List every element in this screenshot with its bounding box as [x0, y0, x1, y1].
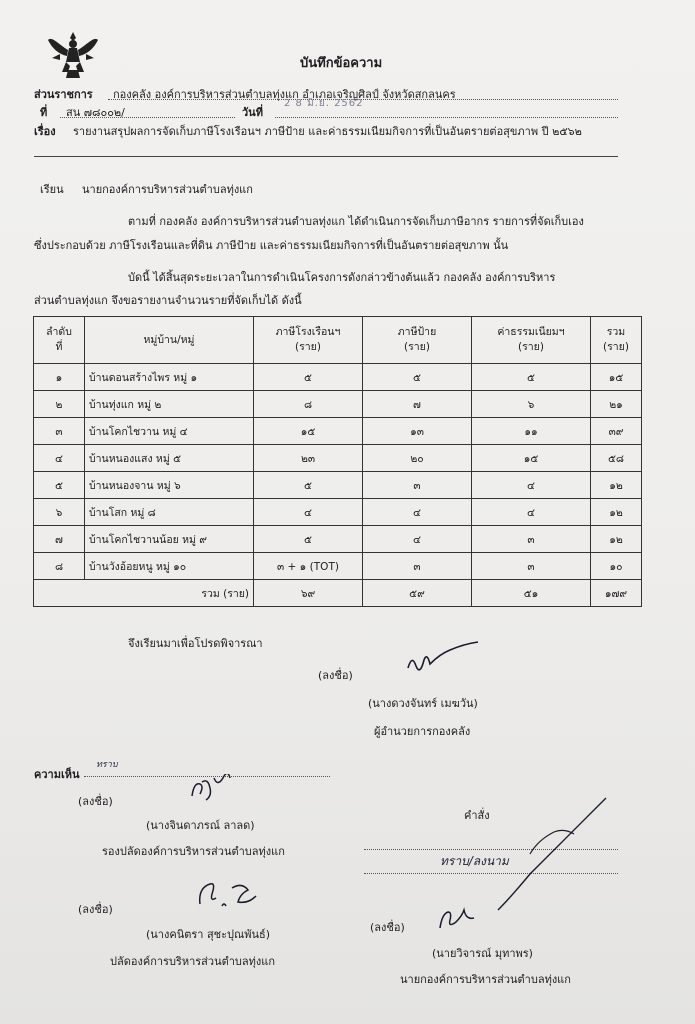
tax-summary-table [33, 316, 642, 607]
opinion-label: ความเห็น [34, 768, 80, 781]
sign2-position: รองปลัดองค์การบริหารส่วนตำบลทุ่งแก [102, 845, 285, 858]
table-row: ๑ บ้านดอนสร้างไพร หมู่ ๑ ๕ ๕ ๕ ๑๕ [34, 364, 642, 391]
header-total: รวม (ราย) [591, 317, 642, 364]
header-sign-tax: ภาษีป้าย (ราย) [363, 317, 472, 364]
table-row: ๒ บ้านทุ่งแก หมู่ ๒ ๘ ๗ ๖ ๒๑ [34, 391, 642, 418]
subject-value: รายงานสรุปผลการจัดเก็บภาษีโรงเรือนฯ ภาษีป้าย และค่าธรรมเนียมกิจการที่เป็นอันตรายต่อสุขภาพ ปี ๒๕๖๒ [73, 125, 582, 138]
ref-label: ที่ [40, 106, 48, 119]
order-label: คำสั่ง [464, 809, 490, 822]
ref-value: สน ๗๘๐๐๒/ [66, 106, 125, 119]
sign2-label: (ลงชื่อ) [78, 795, 113, 808]
sign3-name: (นางคนิตรา สุชะปุณพันธ์) [146, 928, 271, 941]
sign3-label: (ลงชื่อ) [78, 903, 113, 916]
signature-2-icon [186, 774, 236, 804]
para1-line2: ซึ่งประกอบด้วย ภาษีโรงเรือนและที่ดิน ภาษีป้าย และค่าธรรมเนียมกิจการที่เป็นอันตรายต่อสุขภาพ นั้น [34, 239, 509, 252]
garuda-emblem-icon [46, 30, 100, 80]
header-village: หมู่บ้าน/หมู่ [85, 317, 254, 364]
agency-label: ส่วนราชการ [34, 88, 93, 101]
signature-3-icon [192, 878, 262, 912]
table-row: ๗ บ้านโคกไชวานน้อย หมู่ ๙ ๕ ๔ ๓ ๑๒ [34, 526, 642, 553]
header-fee: ค่าธรรมเนียมฯ (ราย) [472, 317, 591, 364]
para2-line2: ส่วนตำบลทุ่งแก จึงขอรายงานจำนวนรายที่จัดเก็บได้ ดังนี้ [34, 294, 302, 307]
header-no: ลำดับ ที่ [34, 317, 85, 364]
subject-label: เรื่อง [34, 125, 56, 138]
sign1-label: (ลงชื่อ) [318, 669, 353, 682]
table-row: ๕ บ้านหนองจาน หมู่ ๖ ๕ ๓ ๔ ๑๒ [34, 472, 642, 499]
sign4-label: (ลงชื่อ) [370, 921, 405, 934]
table-row: ๘ บ้านวังอ้อยหนู หมู่ ๑๐ ๓ + ๑ (TOT) ๓ ๓ ๑๐ [34, 553, 642, 580]
table-row: ๔ บ้านหนองแสง หมู่ ๕ ๒๓ ๒๐ ๑๕ ๕๘ [34, 445, 642, 472]
salutation-value: นายกองค์การบริหารส่วนตำบลทุ่งแก [82, 183, 253, 196]
signature-4-icon [432, 900, 482, 934]
salutation-label: เรียน [40, 183, 64, 196]
sign4-position: นายกองค์การบริหารส่วนตำบลทุ่งแก [400, 973, 571, 986]
para2-line1: บัดนี้ ได้สิ้นสุดระยะเวลาในการดำเนินโครงการดังกล่าวข้างต้นแล้ว กองคลัง องค์การบริหาร [128, 271, 556, 284]
sign3-position: ปลัดองค์การบริหารส่วนตำบลทุ่งแก [110, 955, 275, 968]
date-stamp: 2 8 มิ.ย. 2562 [284, 98, 364, 109]
para1-line1: ตามที่ กองคลัง องค์การบริหารส่วนตำบลทุ่งแก ได้ดำเนินการจัดเก็บภาษีอากร รายการที่จัดเก็บเอง [128, 215, 584, 228]
agency-value: กองคลัง องค์การบริหารส่วนตำบลทุ่งแก อำเภอเจริญศิลป์ จังหวัดสกลนคร [113, 88, 456, 101]
sign1-name: (นางดวงจันทร์ เมฆวัน) [368, 697, 478, 710]
memo-title: บันทึกข้อความ [300, 56, 383, 71]
closing-text: จึงเรียนมาเพื่อโปรดพิจารณา [128, 637, 263, 650]
order-value: ทราบ/ลงนาม [440, 854, 509, 868]
signature-1-icon [400, 640, 490, 680]
table-total-row: รวม (ราย) ๖๙ ๕๙ ๕๑ ๑๗๙ [34, 580, 642, 607]
opinion-value: ทราบ [96, 760, 118, 770]
sign1-position: ผู้อำนวยการกองคลัง [374, 725, 471, 738]
header-house-tax: ภาษีโรงเรือนฯ (ราย) [254, 317, 363, 364]
date-label: วันที่ [242, 106, 263, 119]
table-row: ๖ บ้านโสก หมู่ ๘ ๔ ๔ ๔ ๑๒ [34, 499, 642, 526]
order-signature-stroke-icon [490, 794, 610, 914]
table-header-row [34, 317, 642, 364]
sign4-name: (นายวิจารณ์ มุทาพร) [432, 947, 533, 960]
sign2-name: (นางจินดาภรณ์ ลาลด) [146, 819, 255, 832]
table-row: ๓ บ้านโคกไชวาน หมู่ ๔ ๑๕ ๑๓ ๑๑ ๓๙ [34, 418, 642, 445]
